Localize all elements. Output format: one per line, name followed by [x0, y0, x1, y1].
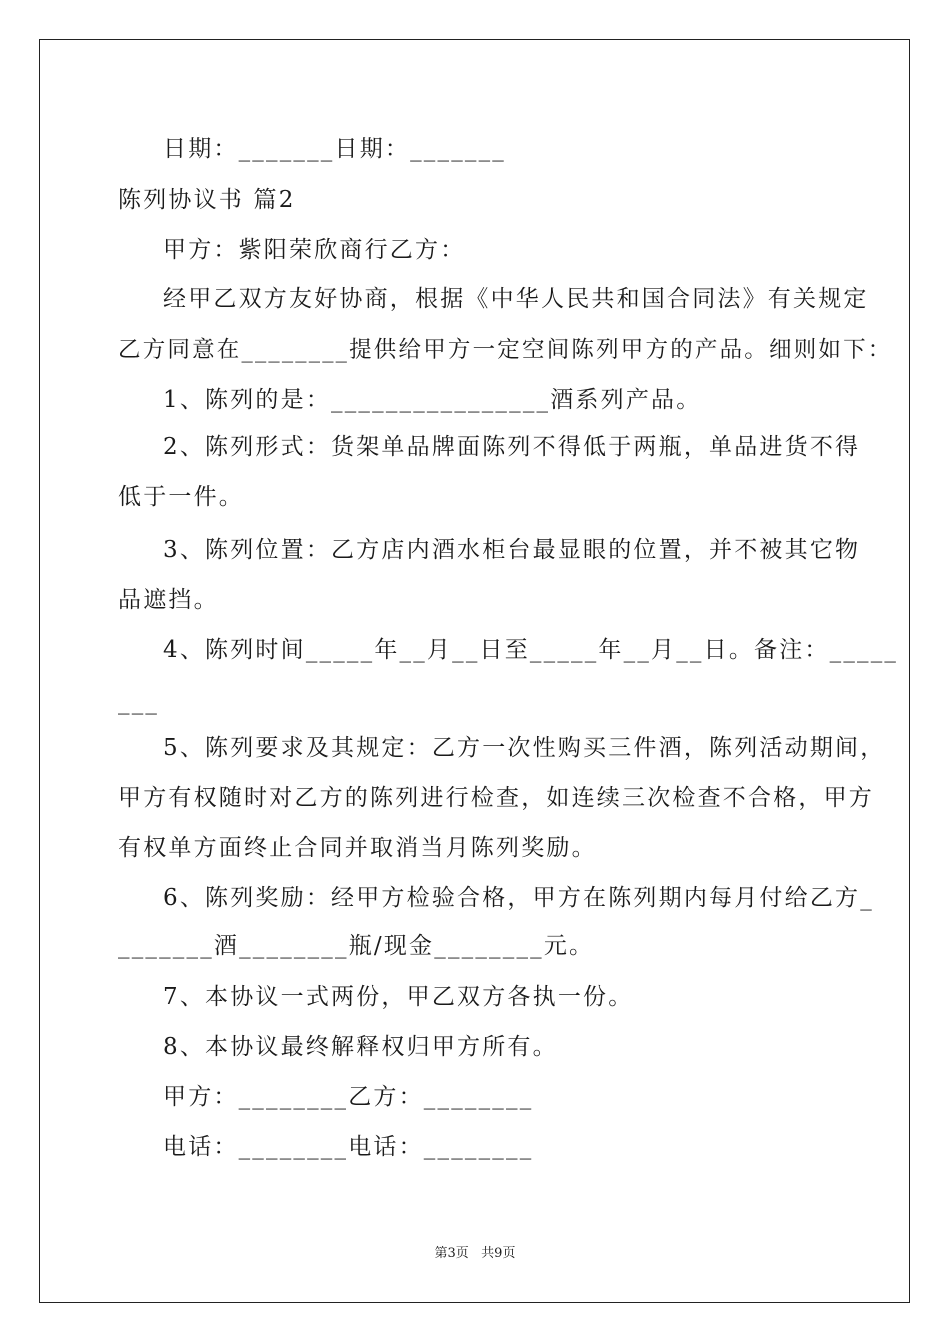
- signature-line: 甲方：________乙方：________: [163, 1084, 534, 1110]
- clause-1: 1、陈列的是：________________酒系列产品。: [163, 387, 702, 413]
- clause-5-cont: 甲方有权随时对乙方的陈列进行检查，如连续三次检查不合格，甲方: [118, 785, 874, 811]
- clause-2: 2、陈列形式：货架单品牌面陈列不得低于两瓶，单品进货不得: [163, 434, 861, 460]
- clause-3-cont: 品遮挡。: [118, 587, 219, 613]
- clause-5-cont: 有权单方面终止合同并取消当月陈列奖励。: [118, 835, 597, 861]
- clause-7: 7、本协议一式两份，甲乙双方各执一份。: [163, 984, 634, 1010]
- clause-8: 8、本协议最终解释权归甲方所有。: [163, 1034, 558, 1060]
- clause-3: 3、陈列位置：乙方店内酒水柜台最显眼的位置，并不被其它物: [163, 537, 861, 563]
- clause-6: 6、陈列奖励：经甲方检验合格，甲方在陈列期内每月付给乙方_: [163, 885, 874, 911]
- page-footer: 第3页 共9页: [434, 1246, 516, 1261]
- section-title: 陈列协议书 篇2: [118, 187, 296, 213]
- party-line: 甲方：紫阳荣欣商行乙方：: [163, 237, 466, 263]
- clause-5: 5、陈列要求及其规定：乙方一次性购买三件酒，陈列活动期间，: [163, 735, 886, 761]
- phone-line: 电话：________电话：________: [163, 1134, 534, 1160]
- clause-2-cont: 低于一件。: [118, 484, 244, 510]
- date-line: 日期：_______日期：_______: [163, 136, 506, 162]
- clause-4: 4、陈列时间_____年__月__日至_____年__月__日。备注：_____: [163, 637, 899, 663]
- paragraph-line: 乙方同意在________提供给甲方一定空间陈列甲方的产品。细则如下：: [118, 337, 893, 363]
- page-border: [39, 39, 910, 1303]
- clause-6-cont: _______酒________瓶/现金________元。: [118, 933, 595, 959]
- paragraph-line: 经甲乙双方友好协商，根据《中华人民共和国合同法》有关规定: [163, 286, 869, 312]
- clause-4-cont: ___: [118, 689, 160, 715]
